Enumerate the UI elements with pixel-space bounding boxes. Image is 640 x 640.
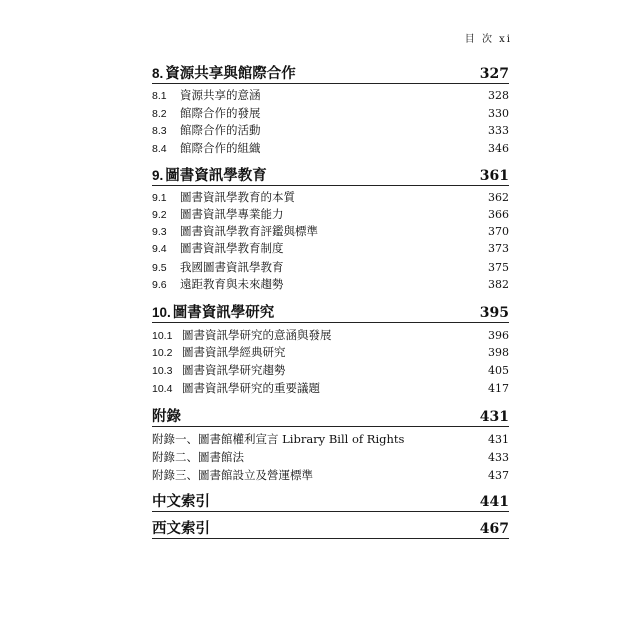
section-8-1[interactable]	[152, 87, 509, 103]
section-page: 373	[488, 242, 509, 255]
section-title: 圖書資訊學研究的重要議題	[182, 381, 320, 395]
chapter-page: 395	[479, 305, 509, 321]
section-title: 館際合作的發展	[180, 106, 261, 120]
section-title: 圖書資訊學教育評鑑與標準	[180, 224, 318, 238]
chapter-page: 327	[479, 66, 509, 82]
section-number: 8.3	[152, 125, 167, 137]
section-8-2[interactable]	[152, 105, 509, 121]
section-number: 10.1	[152, 330, 173, 342]
index-page: 467	[479, 521, 509, 537]
chapter-title: 圖書資訊學研究	[172, 304, 275, 321]
section-8-3[interactable]	[152, 122, 509, 138]
index-western[interactable]	[152, 517, 509, 538]
section-9-4[interactable]	[152, 240, 509, 256]
index-rule	[152, 538, 509, 539]
chapter-10-heading[interactable]	[152, 301, 509, 322]
section-number: 8.4	[152, 143, 167, 155]
chapter-number: 8.	[152, 66, 164, 81]
section-page: 370	[488, 225, 509, 238]
appendix-item-title: 附錄二、圖書館法	[152, 450, 244, 464]
chapter-8-heading[interactable]	[152, 62, 509, 83]
section-page: 375	[488, 261, 509, 274]
section-page: 398	[488, 346, 509, 359]
chapter-title: 圖書資訊學教育	[165, 167, 267, 184]
chapter-number: 9.	[152, 168, 164, 183]
section-title: 圖書資訊學教育制度	[180, 241, 284, 255]
chapter-number: 10.	[152, 305, 171, 320]
chapter-page: 361	[479, 168, 509, 184]
section-page: 328	[488, 89, 509, 102]
section-9-1[interactable]	[152, 189, 509, 205]
chapter-rule	[152, 185, 509, 186]
section-number: 9.4	[152, 243, 167, 255]
section-9-3[interactable]	[152, 223, 509, 239]
appendix-item-page: 431	[488, 433, 509, 446]
section-title: 圖書資訊學研究的意涵與發展	[182, 328, 332, 342]
section-9-5[interactable]	[152, 259, 509, 275]
appendix-page: 431	[479, 409, 509, 425]
index-rule	[152, 511, 509, 512]
running-header: 目 次 xi	[464, 34, 512, 45]
chapter-9-heading[interactable]	[152, 164, 509, 185]
section-10-3[interactable]	[152, 362, 509, 378]
section-title: 我國圖書資訊學教育	[180, 260, 284, 274]
section-page: 396	[488, 329, 509, 342]
section-8-4[interactable]	[152, 140, 509, 156]
chapter-rule	[152, 83, 509, 84]
section-title: 館際合作的組織	[180, 141, 261, 155]
chapter-title: 資源共享與館際合作	[165, 65, 296, 82]
appendix-item-page: 433	[488, 451, 509, 464]
section-number: 10.2	[152, 347, 173, 359]
section-title: 圖書資訊學經典研究	[182, 345, 286, 359]
section-number: 9.5	[152, 262, 167, 274]
appendix-item-page: 437	[488, 469, 509, 482]
section-page: 330	[488, 107, 509, 120]
appendix-heading[interactable]	[152, 405, 509, 426]
section-page: 362	[488, 191, 509, 204]
section-number: 9.1	[152, 192, 167, 204]
section-page: 417	[488, 382, 509, 395]
section-10-1[interactable]	[152, 327, 509, 343]
section-title: 圖書資訊學教育的本質	[180, 190, 295, 204]
index-page: 441	[479, 494, 509, 510]
section-title: 館際合作的活動	[180, 123, 261, 137]
section-page: 366	[488, 208, 509, 221]
index-chinese[interactable]	[152, 490, 509, 511]
section-page: 333	[488, 124, 509, 137]
appendix-item-2[interactable]	[152, 449, 509, 465]
section-9-2[interactable]	[152, 206, 509, 222]
appendix-item-title: 附錄一、圖書館權利宣言 Library Bill of Rights	[152, 432, 405, 446]
index-title: 西文索引	[152, 520, 210, 537]
section-title: 遠距教育與未來趨勢	[180, 277, 284, 291]
section-page: 405	[488, 364, 509, 377]
section-number: 10.3	[152, 365, 173, 377]
section-page: 382	[488, 278, 509, 291]
section-number: 8.1	[152, 90, 167, 102]
appendix-item-title: 附錄三、圖書館設立及營運標準	[152, 468, 313, 482]
section-10-4[interactable]	[152, 380, 509, 396]
appendix-rule	[152, 426, 509, 427]
section-title: 圖書資訊學研究趨勢	[182, 363, 286, 377]
section-number: 9.6	[152, 279, 167, 291]
section-9-6[interactable]	[152, 276, 509, 292]
index-title: 中文索引	[152, 493, 210, 510]
section-title: 圖書資訊學專業能力	[180, 207, 284, 221]
section-title: 資源共享的意涵	[180, 88, 261, 102]
appendix-item-3[interactable]	[152, 467, 509, 483]
appendix-title: 附錄	[152, 408, 181, 425]
section-page: 346	[488, 142, 509, 155]
appendix-item-1[interactable]	[152, 431, 509, 447]
section-number: 10.4	[152, 383, 173, 395]
chapter-rule	[152, 322, 509, 323]
section-10-2[interactable]	[152, 344, 509, 360]
section-number: 8.2	[152, 108, 167, 120]
section-number: 9.2	[152, 209, 167, 221]
section-number: 9.3	[152, 226, 167, 238]
